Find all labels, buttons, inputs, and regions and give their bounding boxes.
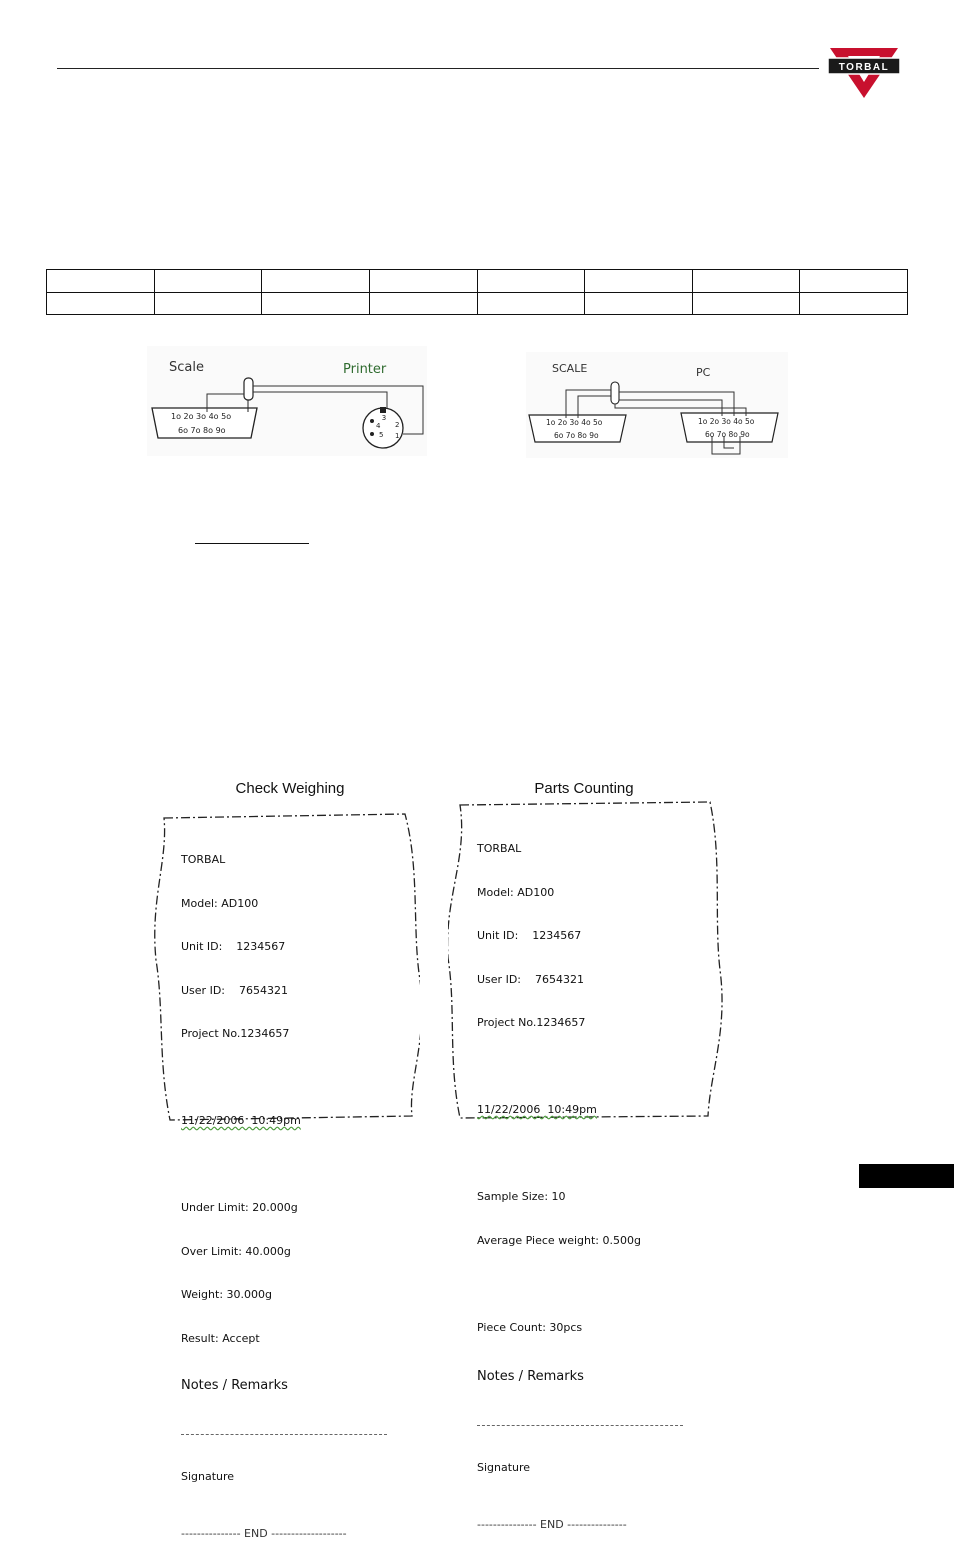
table-cell: [477, 292, 585, 315]
check-weighing-title: Check Weighing: [235, 780, 345, 797]
receipt-line: Unit ID: 1234567: [477, 929, 582, 942]
receipt-line: Result: Accept: [181, 1331, 260, 1345]
torbal-logo: [826, 42, 902, 100]
table-cell: [262, 270, 370, 293]
table-cell: [585, 270, 693, 293]
receipt-signature: Signature: [181, 1470, 235, 1483]
db9-top-pins: 1o 2o 3o 4o 5o: [171, 412, 232, 421]
table-cell: [800, 270, 908, 293]
table-cell: [369, 292, 477, 315]
receipt-line: TORBAL: [181, 853, 226, 866]
scale-printer-wiring-diagram: [147, 346, 427, 456]
svg-text:3: 3: [381, 414, 387, 422]
scale-label: Scale: [169, 360, 204, 375]
receipt-line: Project No.1234657: [477, 1016, 586, 1029]
header-rule: [57, 68, 819, 69]
receipt-line: Model: AD100: [181, 896, 259, 910]
parts-counting-title: Parts Counting: [534, 780, 634, 797]
receipt-line: Unit ID: 1234567: [181, 940, 286, 953]
receipt-line: Model: AD100: [477, 885, 555, 899]
receipt-dash-line: [181, 1434, 387, 1447]
spec-table: [46, 269, 908, 315]
receipt-line: Project No.1234657: [181, 1027, 290, 1040]
receipt-datetime: 11/22/2006 10:49pm: [181, 1114, 301, 1127]
scale-label-pc: SCALE: [552, 362, 588, 375]
table-cell: [585, 292, 693, 315]
receipt-line: Over Limit: 40.000g: [181, 1244, 291, 1258]
svg-text:4: 4: [376, 422, 381, 430]
svg-text:6o 7o 8o 9o: 6o 7o 8o 9o: [554, 431, 599, 440]
svg-text:1: 1: [395, 432, 400, 440]
underline-blank: [195, 543, 309, 544]
receipt-datetime: 11/22/2006 10:49pm: [477, 1103, 597, 1116]
check-weighing-receipt: [181, 824, 387, 1556]
printer-label: Printer: [343, 362, 387, 377]
receipt-signature: Signature: [477, 1461, 531, 1474]
receipt-end-line: --------------- END -------------------: [181, 1526, 347, 1540]
table-cell: [47, 270, 155, 293]
receipt-line: Sample Size: 10: [477, 1190, 566, 1203]
table-cell: [47, 292, 155, 315]
receipt-line: Piece Count: 30pcs: [477, 1320, 583, 1334]
receipt-notes: Notes / Remarks: [181, 1378, 288, 1393]
svg-text:6o 7o 8o 9o: 6o 7o 8o 9o: [705, 430, 750, 439]
receipt-line: Average Piece weight: 0.500g: [477, 1233, 641, 1247]
receipt-line: Weight: 30.000g: [181, 1288, 272, 1301]
logo-text: TORBAL: [838, 62, 890, 73]
table-cell: [692, 270, 800, 293]
svg-text:5: 5: [379, 431, 384, 439]
table-cell: [154, 292, 262, 315]
table-cell: [154, 270, 262, 293]
svg-text:2: 2: [395, 421, 400, 429]
cable-body: [611, 382, 619, 404]
table-cell: [369, 270, 477, 293]
receipt-end-line: --------------- END ---------------: [477, 1517, 627, 1531]
table-row: [47, 292, 908, 315]
receipt-dash-line: [477, 1425, 683, 1438]
table-row: [47, 270, 908, 293]
table-cell: [477, 270, 585, 293]
cable-body: [244, 378, 253, 400]
receipt-line: Under Limit: 20.000g: [181, 1201, 298, 1214]
receipt-line: User ID: 7654321: [477, 972, 584, 986]
page-number-box: [859, 1164, 954, 1188]
svg-text:1o 2o 3o 4o 5o: 1o 2o 3o 4o 5o: [698, 417, 755, 426]
db9-bottom-pins: 6o 7o 8o 9o: [178, 426, 226, 435]
table-cell: [692, 292, 800, 315]
scale-pc-wiring-diagram: [526, 352, 788, 458]
receipt-notes: Notes / Remarks: [477, 1369, 584, 1384]
parts-counting-receipt: [477, 813, 683, 1547]
table-cell: [800, 292, 908, 315]
svg-text:1o 2o 3o 4o 5o: 1o 2o 3o 4o 5o: [546, 418, 603, 427]
receipt-line: User ID: 7654321: [181, 983, 288, 997]
table-cell: [262, 292, 370, 315]
pc-label: PC: [696, 366, 711, 379]
receipt-line: TORBAL: [477, 842, 522, 855]
